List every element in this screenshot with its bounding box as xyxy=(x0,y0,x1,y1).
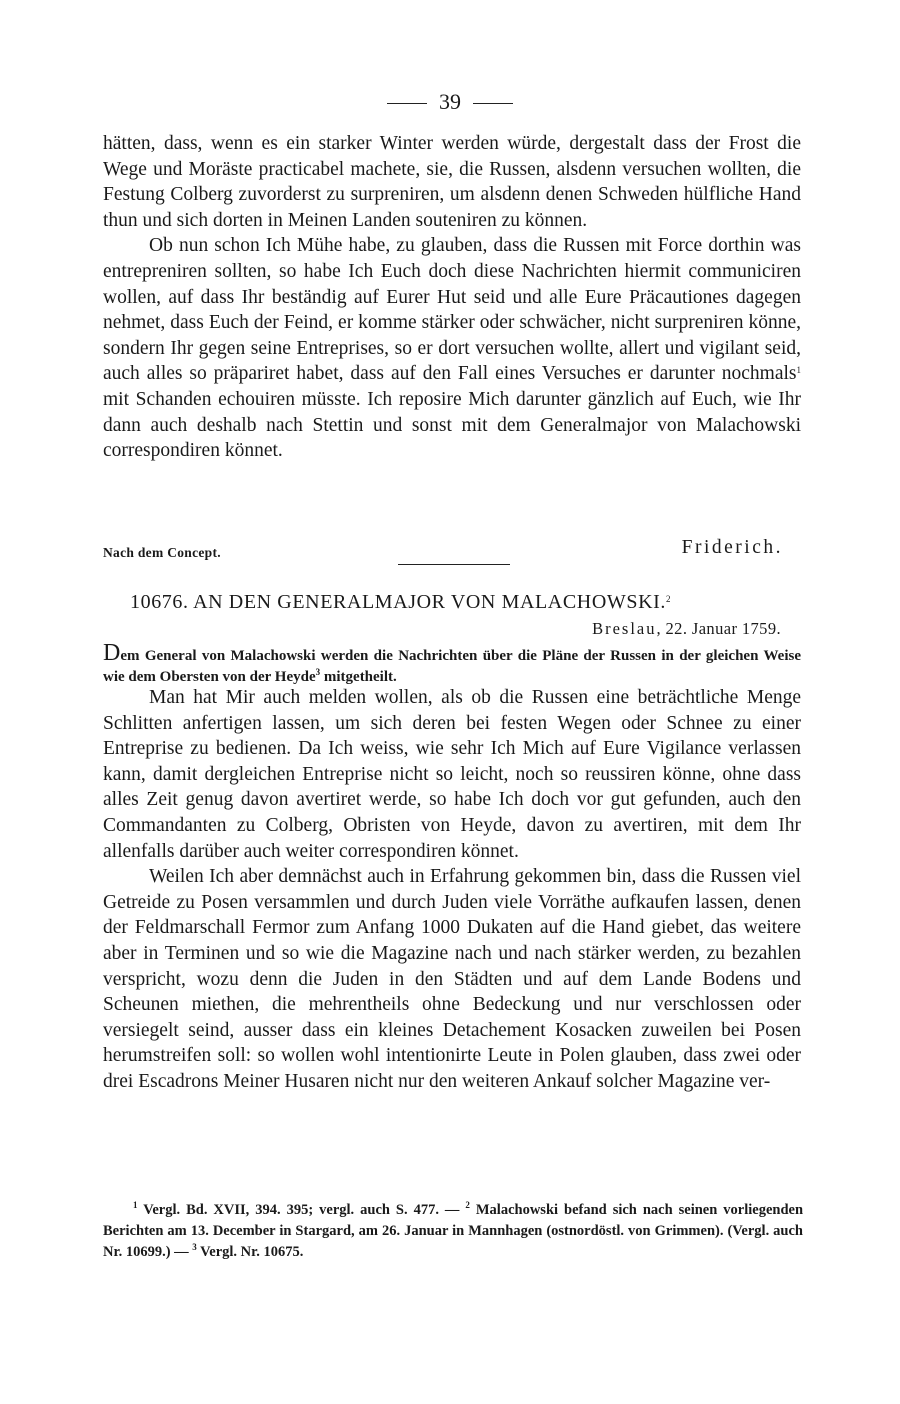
footnote-ref: 1 xyxy=(796,365,801,376)
footnote-marker: 2 xyxy=(465,1200,470,1210)
paragraph-text: Ob nun schon Ich Mühe habe, zu glauben, dass die Russen mit Force dorthin was entrepreniren sollten, so habe Ich Euch doch diese Nachrichten hiermit communiciren wollen, auf dass Ihr beständig auf Eurer Hut seid und alle Eure Präcautiones dagegen nehmet, dass Euch der Feind, er komme stärker oder schwächer, nicht surpreniren könne, sondern Ihr gegen seine Entreprises, so er dort versuchen wollte, allert und vigilant seid, auch alles so präpariret habet, dass auf den Fall eines Versuches er darunter nochmals xyxy=(103,235,801,385)
separator-rule xyxy=(398,564,510,565)
signature-row xyxy=(103,537,783,565)
paragraph: Man hat Mir auch melden wollen, als ob die Russen eine beträchtliche Menge Schlitten anfertigen lassen, um sich deren bei festen Wegen oder Schnee zu einer Entreprise zu bedienen. Da Ich weiss, wie sehr Ich Mich auf Eure Vigilance verlassen kann, damit dergleichen Entreprise nicht so leicht, noch so reussiren könne, ohne dass alles Zeit genug davon avertiret werde, so habe Ich doch vor gut gefunden, auch den Commandanten zu Colberg, Obristen von Heyde, davon zu avertiren, mit dem Ihr allenfalls darüber auch weiter correspondiren könnet. xyxy=(103,687,801,862)
summary-text: mitgetheilt. xyxy=(320,669,397,685)
letter-heading xyxy=(130,591,790,614)
letter-continuation xyxy=(103,131,801,464)
footnote-text: Vergl. Nr. 10675. xyxy=(196,1244,304,1260)
place: Breslau xyxy=(592,619,657,638)
footnote-paragraph xyxy=(103,1200,803,1263)
summary-text: em General von Malachowski werden die Nachrichten über die Pläne der Russen in der gleichen Weise wie dem Obersten von der Heyde xyxy=(103,648,801,685)
page-header xyxy=(0,88,900,116)
page-number: 39 xyxy=(439,89,461,114)
paragraph-text: mit Schanden echouiren müsste. Ich reposire Mich darunter gänzlich auf Euch, wie Ihr dann auch deshalb nach Stettin und sonst mit dem Generalmajor von Malachowski correspondiren könnet. xyxy=(103,388,801,462)
paragraph: hätten, dass, wenn es ein starker Winter werden würde, dergestalt dass der Frost die Wege und Moräste practicabel machete, sie, die Russen, alsdenn versuchen wollten, die Festung Colberg zuvorderst zu surpreniren, um alsdenn denen Schweden hülfliche Hand thun und sich dorten in Meinen Landen souteniren zu können. xyxy=(103,133,801,231)
paragraph: Weilen Ich aber demnächst auch in Erfahrung gekommen bin, dass die Russen viel Getreide zu Posen versammlen und durch Juden viele Vorräthe aufkaufen lassen, denen der Feldmarschall Fermor zum Anfang 1000 Dukaten auf die Hand giebet, das weitere aber in Terminen und so wie die Magazine nach und nach stärker werden, zu bezahlen verspricht, wozu denn die Juden in den Städten und auf dem Lande Bodens und Scheunen miethen, die mehrentheils ohne Bedeckung und nur verschlossen oder versiegelt seind, ausser dass ein kleines Detachement Kosacken zuweilen bei Posen herumstreifen soll: so wollen wohl intentionirte Leute in Polen glauben, dass zwei oder drei Escadrons Meiner Husaren nicht nur den weiteren Ankauf solcher Magazine ver- xyxy=(103,866,801,1092)
header-dash-right xyxy=(473,103,513,104)
footnote-marker: 3 xyxy=(192,1242,197,1252)
footnote-marker: 1 xyxy=(133,1200,138,1210)
source-note: Nach dem Concept. xyxy=(103,545,221,560)
letter-dateline xyxy=(592,619,781,639)
footnote-text: Malachowski befand sich nach seinen vorliegenden Berichten am 13. December in Stargard, am 26. Januar in Mannhagen (ostnordöstl. von Grimmen). (Vergl. auch Nr. 10699.) — xyxy=(103,1202,804,1260)
footnotes xyxy=(103,1200,803,1263)
heading-text: 10676. AN DEN GENERALMAJOR VON MALACHOWSKI. xyxy=(130,591,666,613)
header-dash-left xyxy=(387,103,427,104)
signature: Friderich. xyxy=(681,537,783,558)
letter-body xyxy=(103,685,801,1095)
date: , 22. Januar 1759. xyxy=(656,619,781,638)
footnote-text: Vergl. Bd. XVII, 394. 395; vergl. auch S. 477. — xyxy=(137,1202,466,1218)
editorial-summary xyxy=(103,640,801,688)
footnote-ref: 3 xyxy=(315,667,321,677)
paragraph xyxy=(103,233,801,463)
footnote-ref: 2 xyxy=(666,594,672,604)
initial-letter: D xyxy=(103,640,121,666)
